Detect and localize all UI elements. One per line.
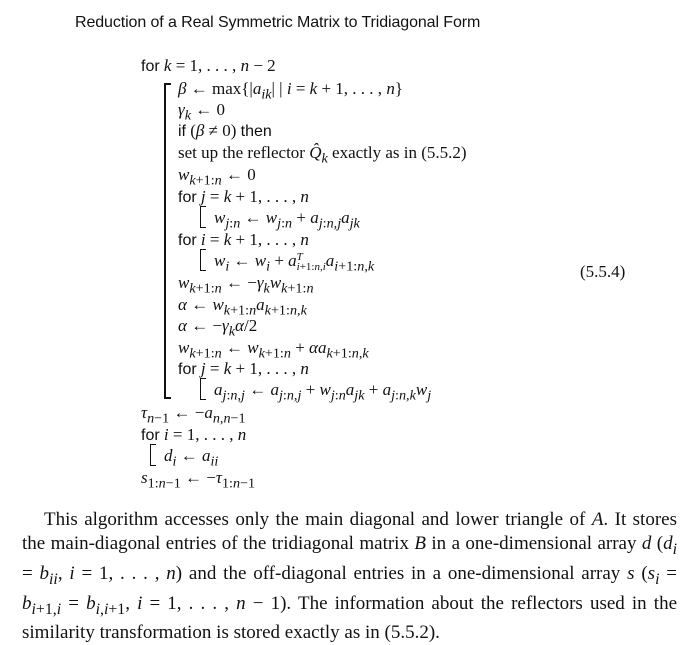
algo-line-w-update-1: $w_{j:n}$ ← $w_{j:n} + a_{j:n,j}a_{jk}$ bbox=[214, 208, 360, 232]
algo-line-tau-assign: $\tau_{n-1}$ ← $-a_{n,n-1}$ bbox=[141, 403, 246, 427]
algo-line-w-init: $w_{k+1:n}$ ← 0 bbox=[178, 165, 256, 189]
explanation-paragraph: This algorithm accesses only the main diagonal and lower triangle of A. It stores the main-diagonal entries of the tridiagonal matrix B in a one-dimensional array d ($d_i = b_{ii}$, i = 1, . . . , n) and the off-diagonal entries in a one-dimensional array s ($s_i = b_{i+1,i} = b_{i,i+1}$, i = 1, . . . , n − 1). The information about the reflectors used in the similarity transformation is stored exactly as in (5.5.2). bbox=[22, 509, 678, 644]
algo-line-if-beta-nonzero: if (β ≠ 0) then bbox=[178, 121, 272, 140]
algo-line-s-assign: $s_{1:n-1}$ ← $-\tau_{1:n-1}$ bbox=[141, 468, 256, 492]
algo-line-setup-reflector: set up the reflector $Q̂_k$ exactly as in (5.5.2) bbox=[178, 143, 467, 167]
algo-line-a-update: $a_{j:n,j}$ ← $a_{j:n,j} + w_{j:n}a_{jk} + a_{j:n,k}w_j$ bbox=[214, 380, 432, 404]
algo-line-alpha-scale: α ← $-\gamma_k\alpha/2$ bbox=[178, 316, 258, 340]
equation-number: (5.5.4) bbox=[580, 262, 626, 281]
algo-line-for-i-2: for i = 1, . . . , n bbox=[141, 425, 247, 444]
algo-line-for-j-1: for j = k + 1, . . . , n bbox=[178, 187, 309, 206]
outer-loop-bracket bbox=[164, 83, 171, 399]
algo-line-alpha-assign: α ← $w_{k+1:n}a_{k+1:n,k}$ bbox=[178, 295, 307, 319]
inner-bracket-for-i-2 bbox=[150, 444, 156, 466]
algorithm-title: Reduction of a Real Symmetric Matrix to Tridiagonal Form bbox=[75, 14, 481, 31]
algo-line-w-scale: $w_{k+1:n}$ ← $-\gamma_kw_{k+1:n}$ bbox=[178, 273, 314, 297]
algo-line-outer-for-k: for k = 1, . . . , n − 2 bbox=[141, 56, 276, 75]
inner-bracket-for-j-2 bbox=[200, 378, 206, 400]
inner-bracket-for-i bbox=[200, 249, 206, 271]
algo-line-for-j-2: for j = k + 1, . . . , n bbox=[178, 359, 309, 378]
algo-line-w-update-3: $w_{k+1:n}$ ← $w_{k+1:n} + \alpha a_{k+1:n,k}$ bbox=[178, 338, 369, 362]
algo-line-d-assign: $d_i$ ← $a_{ii}$ bbox=[164, 446, 219, 470]
algo-line-for-i: for i = k + 1, . . . , n bbox=[178, 230, 309, 249]
inner-bracket-for-j-1 bbox=[200, 206, 206, 228]
algo-line-w-update-2: $w_i$ ← $w_i$ + aT $i+1:n,ia_{i+1:n,k}$ bbox=[214, 251, 375, 275]
algo-line-gamma-init: $\gamma_k$ ← 0 bbox=[178, 100, 225, 124]
algo-line-beta-assign: β ← $\max\{|a_{ik}|$ | i = k + 1, . . . , n} bbox=[178, 79, 403, 103]
